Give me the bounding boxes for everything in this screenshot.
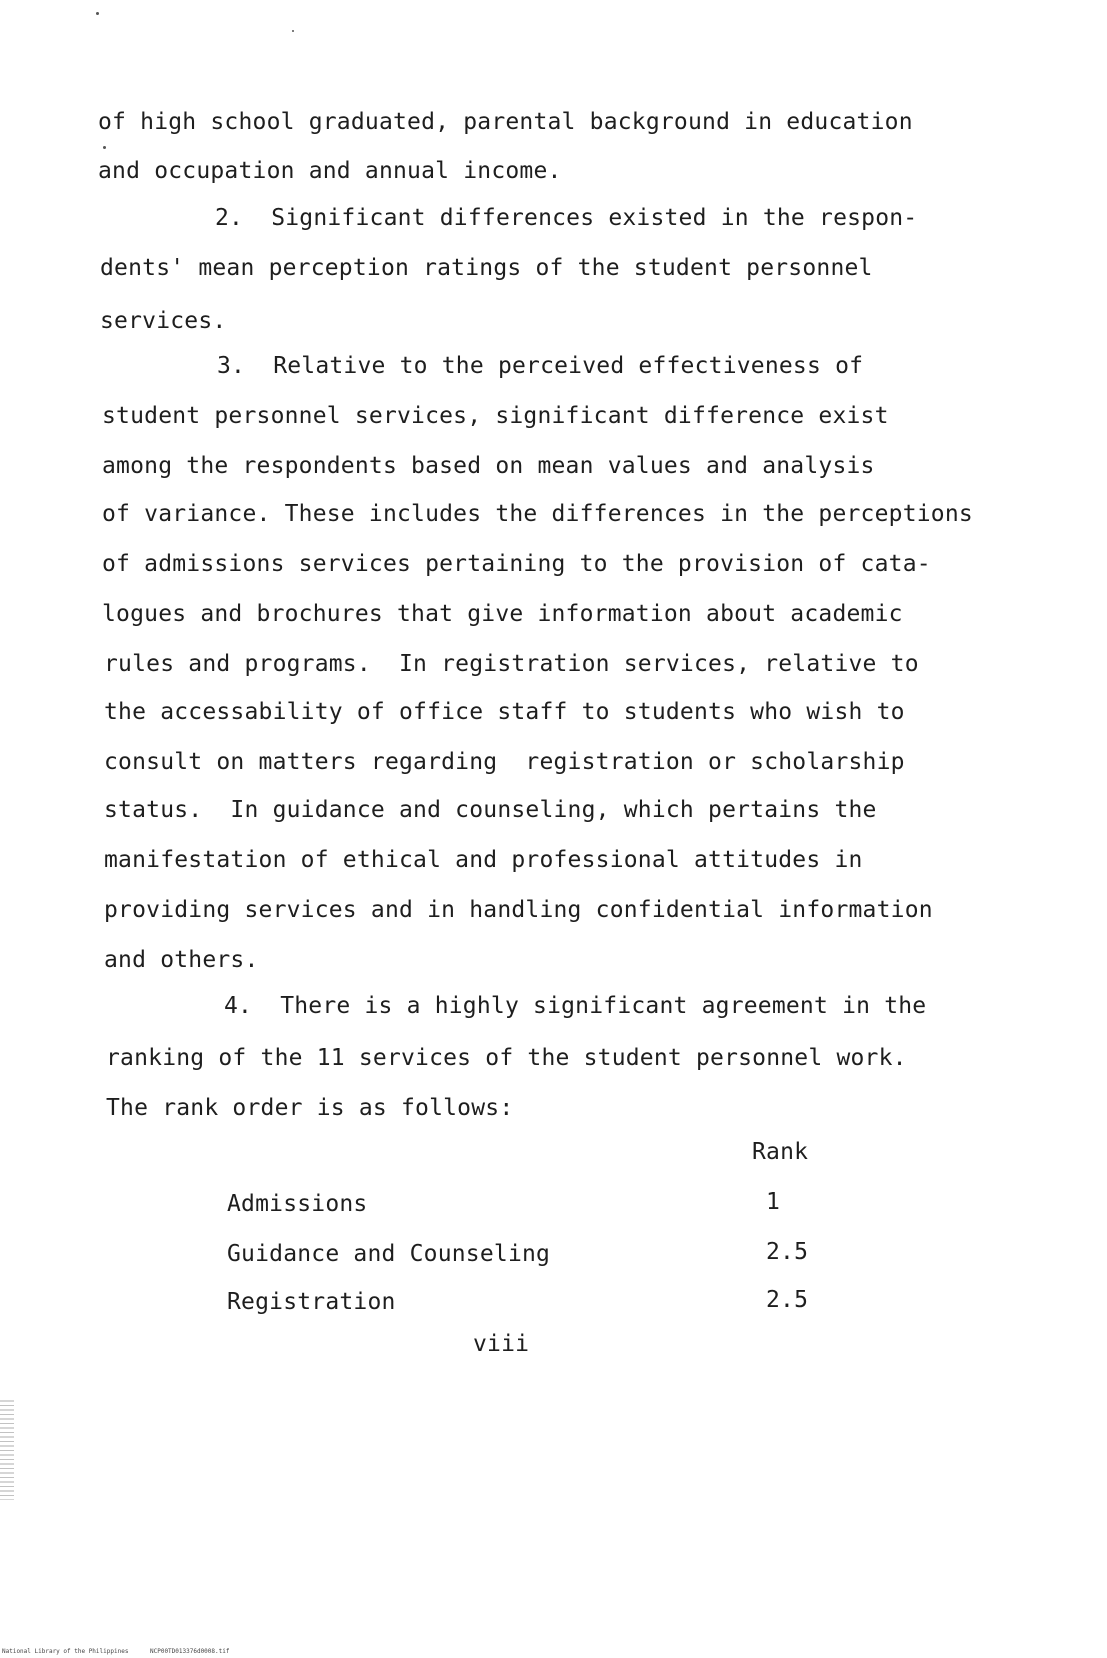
text-line: student personnel services, significant difference exist (102, 403, 889, 429)
text-line: 3. Relative to the perceived effectiveness of (217, 353, 864, 379)
text-line: manifestation of ethical and professional attitudes in (104, 847, 863, 873)
text-line: dents' mean perception ratings of the student personnel (100, 255, 873, 281)
rank-row-value: 2.5 (766, 1287, 809, 1313)
text-line: status. In guidance and counseling, which pertains the (104, 797, 877, 823)
text-line: The rank order is as follows: (106, 1095, 514, 1121)
text-line: ranking of the 11 services of the student personnel work. (106, 1045, 907, 1071)
text-line: of variance. These includes the differences in the perceptions (102, 501, 973, 527)
scan-speck (103, 146, 106, 149)
text-line: of high school graduated, parental background in education (98, 109, 913, 135)
rank-row-value: 2.5 (766, 1239, 809, 1265)
rank-row-value: 1 (766, 1189, 781, 1215)
text-line: and occupation and annual income. (98, 158, 562, 184)
scan-edge-artifact (0, 1400, 14, 1500)
text-line: and others. (104, 947, 259, 973)
footer-file-name: NCP00TD013376d0008.tif (150, 1648, 230, 1655)
scan-speck (292, 30, 294, 32)
rank-row-service: Guidance and Counseling (227, 1241, 551, 1267)
page-number: viii (473, 1331, 530, 1357)
text-line: providing services and in handling confidential information (104, 897, 933, 923)
text-line: logues and brochures that give information about academic (102, 601, 903, 627)
text-line: services. (100, 308, 227, 334)
rank-column-header: Rank (752, 1139, 809, 1165)
scan-speck (96, 12, 99, 15)
rank-row-service: Admissions (227, 1191, 368, 1217)
footer-library-name: National Library of the Philippines (2, 1648, 129, 1655)
text-line: rules and programs. In registration services, relative to (104, 651, 919, 677)
text-line: 2. Significant differences existed in the respon- (215, 205, 918, 231)
text-line: among the respondents based on mean values and analysis (102, 453, 875, 479)
text-line: 4. There is a highly significant agreement in the (224, 993, 927, 1019)
text-line: consult on matters regarding registration or scholarship (104, 749, 905, 775)
rank-row-service: Registration (227, 1289, 396, 1315)
text-line: of admissions services pertaining to the provision of cata- (102, 551, 931, 577)
text-line: the accessability of office staff to students who wish to (104, 699, 905, 725)
